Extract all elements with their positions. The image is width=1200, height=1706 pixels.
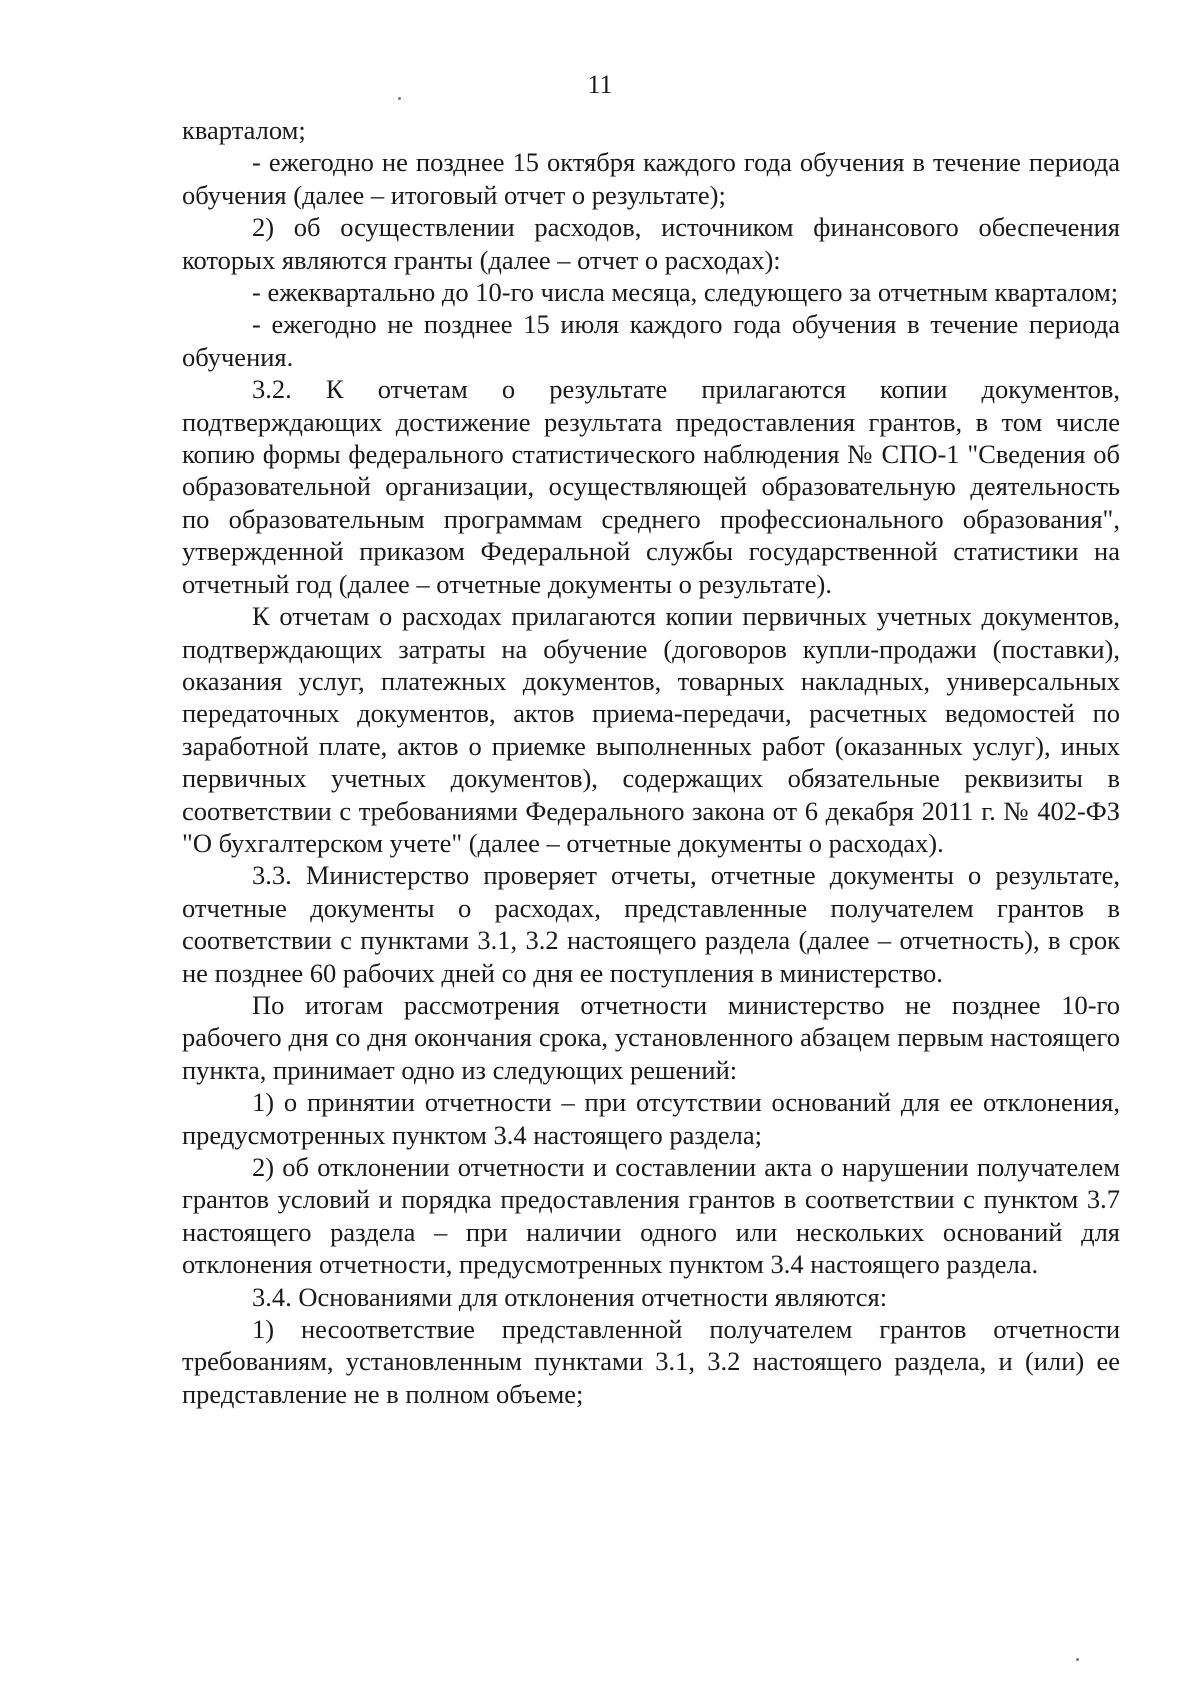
paragraph: - ежегодно не позднее 15 октября каждого года обучения в течение периода обучения (далее – итоговый отчет о результате); [182, 147, 1120, 210]
scan-speck [1076, 1658, 1079, 1661]
paragraph: - ежеквартально до 10-го числа месяца, следующего за отчетным кварталом; [252, 277, 1119, 308]
paragraph: 2) об отклонении отчетности и составлении акта о нарушении получателем грантов условий и порядка предоставления грантов в соответствии с пунктом 3.7 настоящего раздела – при наличии одного или нескольких оснований для отклонения отчетности, предусмотренных пунктом 3.4 настоящего раздела. [182, 1152, 1120, 1280]
paragraph: По итогам рассмотрения отчетности министерство не позднее 10-го рабочего дня со дня окончания срока, установленного абзацем первым настоящего пункта, принимает одно из следующих решений: [182, 989, 1120, 1085]
paragraph: К отчетам о расходах прилагаются копии первичных учетных документов, подтверждающих затраты на обучение (договоров купли-продажи (поставки), оказания услуг, платежных документов, товарных накладных, универсальных передаточных документов, актов приема-передачи, расчетных ведомостей по заработной плате, актов о приемке выполненных работ (оказанных услуг), иных первичных учетных документов), содержащих обязательные реквизиты в соответствии с требованиями Федерального закона от 6 декабря 2011 г. № 402-ФЗ "О бухгалтерском учете" (далее – отчетные документы о расходах). [182, 601, 1120, 858]
paragraph: 1) о принятии отчетности – при отсутствии оснований для ее отклонения, предусмотренных пунктом 3.4 настоящего раздела; [182, 1087, 1120, 1150]
paragraph: 2) об осуществлении расходов, источником финансового обеспечения которых являются гранты (далее – отчет о расходах): [182, 212, 1120, 275]
paragraph: кварталом; [182, 115, 306, 145]
paragraph: 3.4. Основаниями для отклонения отчетности являются: [252, 1281, 888, 1312]
paragraph: 3.2. К отчетам о результате прилагаются копии документов, подтверждающих достижение результата предоставления грантов, в том числе копию формы федерального статистического наблюдения № СПО-1 "Сведения об образовательной организации, осуществляющей образовательную деятельность по образовательным программам среднего профессионального образования", утвержденной приказом Федеральной службы государственной статистики на отчетный год (далее – отчетные документы о результате). [182, 374, 1120, 599]
document-body [182, 114, 1120, 1410]
paragraph: 3.3. Министерство проверяет отчеты, отчетные документы о результате, отчетные документы о расходах, представленные получателем грантов в соответствии с пунктами 3.1, 3.2 настоящего раздела (далее – отчетность), в срок не позднее 60 рабочих дней со дня ее поступления в министерство. [182, 860, 1120, 988]
scan-speck [398, 97, 401, 100]
paragraph: 1) несоответствие представленной получателем грантов отчетности требованиям, установленным пунктами 3.1, 3.2 настоящего раздела, и (или) ее представление не в полном объеме; [182, 1314, 1120, 1409]
paragraph: - ежегодно не позднее 15 июля каждого года обучения в течение периода обучения. [182, 309, 1120, 372]
page-number: 11 [587, 70, 613, 99]
